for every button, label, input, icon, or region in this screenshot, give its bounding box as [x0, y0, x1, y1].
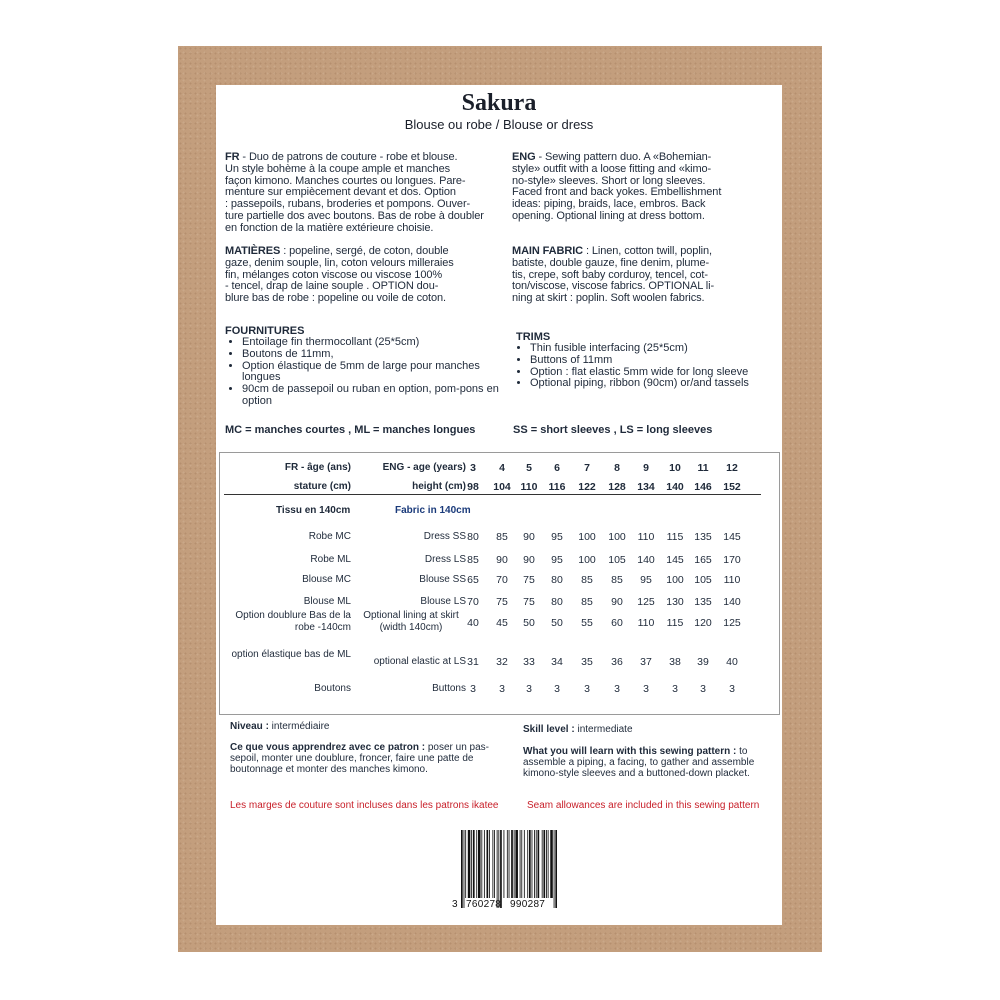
table-cell: 135 [694, 531, 712, 543]
table-cell: 70 [467, 596, 479, 608]
niveau-value: intermédiaire [268, 721, 330, 732]
barcode-bar [492, 830, 493, 898]
table-cell: 36 [611, 656, 623, 668]
table-cell: 3 [672, 683, 678, 695]
barcode-bar [464, 830, 465, 908]
barcode-bar [489, 830, 490, 898]
table-cell: 80 [467, 531, 479, 543]
fournitures-item: • 90cm de passepoil ou ruban en option, pom-pons en option [242, 384, 502, 408]
table-cell: 32 [496, 656, 508, 668]
fr-description-line: FR - Duo de patrons de couture - robe et blouse. [225, 151, 458, 163]
eng-fabric-line: tis, crepe, soft baby corduroy, tencel, cot- [512, 268, 708, 281]
table-cell: 37 [640, 656, 652, 668]
eng-fabric-line: ning at skirt : poplin. Soft woolen fabrics. [512, 292, 705, 305]
barcode-bar [511, 830, 513, 898]
age-cell: 4 [499, 462, 505, 474]
table-cell: 110 [637, 617, 655, 629]
table-cell: 75 [496, 596, 508, 608]
table-cell: 40 [726, 656, 738, 668]
fr-description [225, 152, 497, 235]
barcode-bar [509, 830, 510, 898]
age-cell: 11 [697, 462, 709, 474]
table-cell: 165 [694, 554, 712, 566]
abbreviations-fr: MC = manches courtes , ML = manches longues [225, 424, 476, 436]
eng-description-line: ENG - Sewing pattern duo. A «Bohemian- [512, 151, 712, 163]
eng-description-line: style» outfit with a loose fitting and «kimo- [512, 162, 712, 175]
barcode-bar [468, 830, 471, 898]
barcode-bar [534, 830, 535, 898]
age-cell: 9 [643, 462, 649, 474]
fournitures-item: • Boutons de 11mm, [242, 349, 502, 361]
table-cell: 80 [551, 596, 563, 608]
fr-description-line: : passepoils, rubans, broderies et pompons. Ouver- [225, 198, 471, 211]
table-cell: 85 [581, 596, 593, 608]
learn-en-label: What you will learn with this sewing pattern : [523, 746, 737, 757]
eng-fabric-line: ton/viscose, viscose fabrics. OPTIONAL li- [512, 280, 715, 293]
eng-description-line: Faced front and back yokes. Embellishment [512, 186, 722, 199]
barcode-digit-1: 3 [452, 899, 458, 910]
fournitures-list [225, 337, 502, 408]
age-cell: 6 [554, 462, 560, 474]
table-cell: 40 [467, 617, 479, 629]
table-cell: 45 [496, 617, 508, 629]
barcode-bar [520, 830, 521, 898]
fr-fabric-line: fin, mélanges coton viscose ou viscose 100% [225, 268, 443, 281]
barcode-bar [500, 830, 502, 908]
fournitures-item: • Option élastique de 5mm de large pour manches longues [242, 361, 502, 385]
table-cell: 65 [467, 574, 479, 586]
table-cell: 3 [554, 683, 560, 695]
height-cell: 98 [467, 481, 479, 493]
age-cell: 7 [584, 462, 590, 474]
table-cell: 55 [581, 617, 593, 629]
barcode-bar [461, 830, 463, 908]
table-cell: 75 [523, 596, 535, 608]
table-cell: 31 [467, 656, 479, 668]
fournitures-item: • Entoilage fin thermocollant (25*5cm) [242, 337, 502, 349]
barcode-bar [554, 830, 555, 908]
table-cell: 50 [551, 617, 563, 629]
table-cell: 3 [700, 683, 706, 695]
trims-item: • Thin fusible interfacing (25*5cm) [530, 343, 800, 355]
barcode-group-1: 760278 [466, 899, 502, 910]
barcode-bar [521, 830, 522, 898]
table-row-label-en: Optional lining at skirt (width 140cm) [363, 610, 459, 633]
table-cell: 100 [608, 531, 626, 543]
table-cell: 85 [581, 574, 593, 586]
eng-fabric-line: MAIN FABRIC : Linen, cotton twill, poplin, [512, 245, 712, 257]
table-cell: 140 [723, 596, 741, 608]
eng-fabric-line: batiste, double gauze, fine denim, plume- [512, 256, 710, 269]
table-cell: 90 [611, 596, 623, 608]
height-fr-label: stature (cm) [293, 481, 351, 492]
table-cell: 39 [697, 656, 709, 668]
table-cell: 100 [666, 574, 684, 586]
seam-allowance-en: Seam allowances are included in this sewing pattern [527, 800, 760, 811]
table-row-label-fr: Blouse MC [302, 574, 351, 585]
barcode-bar [476, 830, 477, 898]
table-cell: 70 [496, 574, 508, 586]
pattern-label-sheet [216, 85, 782, 925]
age-cell: 12 [726, 462, 738, 474]
table-cell: 95 [551, 531, 563, 543]
pattern-subtitle: Blouse ou robe / Blouse or dress [404, 117, 594, 132]
seam-allowance-fr: Les marges de couture sont incluses dans les patrons ikatee [230, 800, 499, 811]
height-cell: 122 [578, 481, 596, 493]
height-cell: 146 [694, 481, 712, 493]
trims-item: • Option : flat elastic 5mm wide for long sleeve [530, 367, 800, 379]
table-cell: 3 [470, 683, 476, 695]
table-cell: 80 [551, 574, 563, 586]
table-cell: 34 [551, 656, 563, 668]
table-cell: 100 [578, 531, 596, 543]
height-cell: 110 [520, 481, 538, 493]
fabric-width-fr: Tissu en 140cm [276, 505, 351, 516]
barcode-bar [542, 830, 543, 898]
barcode-bar [507, 830, 508, 898]
barcode-bar [471, 830, 472, 898]
table-cell: 3 [614, 683, 620, 695]
table-row-label-fr: Robe ML [310, 554, 351, 565]
barcode-bar [465, 830, 466, 898]
barcode-bar [498, 830, 499, 908]
table-row-label-en: Dress SS [423, 531, 466, 542]
table-row-label-fr: option élastique bas de ML [231, 649, 351, 660]
table-cell: 105 [694, 574, 712, 586]
table-row-label-fr: Blouse ML [303, 596, 351, 607]
fr-description-line: façon kimono. Manches courtes ou longues. Pare- [225, 174, 466, 187]
table-cell: 100 [578, 554, 596, 566]
barcode-bar [494, 830, 495, 898]
barcode-bar [484, 830, 485, 898]
age-cell: 3 [470, 462, 476, 474]
table-cell: 60 [611, 617, 623, 629]
table-cell: 50 [523, 617, 535, 629]
barcode-bar [543, 830, 545, 898]
table-cell: 35 [581, 656, 593, 668]
barcode-bar [487, 830, 489, 898]
fr-fabric-line: blure bas de robe : popeline ou voile de coton. [225, 292, 446, 305]
table-cell: 135 [694, 596, 712, 608]
trims-item: • Buttons of 11mm [530, 355, 800, 367]
table-cell: 90 [496, 554, 508, 566]
table-cell: 140 [637, 554, 655, 566]
table-row-label-en: optional elastic at LS [373, 656, 466, 667]
skill-label: Skill level : [523, 724, 575, 735]
learn-fr-label: Ce que vous apprendrez avec ce patron : [230, 742, 426, 753]
skill-value: intermediate [574, 724, 633, 735]
niveau-label: Niveau : [230, 721, 269, 732]
barcode-bar [478, 830, 481, 898]
table-cell: 115 [666, 531, 684, 543]
table-row-label-fr: Boutons [314, 683, 351, 694]
trims-item: • Optional piping, ribbon (90cm) or/and tassels [530, 378, 800, 390]
table-cell: 95 [640, 574, 652, 586]
table-cell: 145 [666, 554, 684, 566]
table-cell: 3 [499, 683, 505, 695]
table-cell: 130 [666, 596, 684, 608]
height-cell: 140 [666, 481, 684, 493]
fr-description-line: Un style bohème à la coupe ample et manches [225, 162, 450, 175]
barcode-bar [529, 830, 531, 898]
table-cell: 145 [723, 531, 741, 543]
table-cell: 3 [584, 683, 590, 695]
table-cell: 85 [496, 531, 508, 543]
fr-description-line: en fonction de la matière extérieure choisie. [225, 221, 434, 234]
table-row-label-en: Dress LS [424, 554, 466, 565]
table-cell: 85 [611, 574, 623, 586]
eng-description [512, 152, 766, 223]
fr-description-line: ture partielle dos avec boutons. Bas de robe à doubler [225, 209, 484, 222]
table-cell: 95 [551, 554, 563, 566]
trims-list [513, 343, 800, 390]
table-header-divider [224, 494, 761, 495]
eng-description-line: no-style» sleeves. Short or long sleeves. [512, 174, 706, 187]
barcode-bar [550, 830, 553, 898]
barcode-bar [536, 830, 537, 898]
barcode-bar [555, 830, 557, 908]
age-cell: 8 [614, 462, 620, 474]
eng-description-line: ideas: piping, braids, lace, embros. Back [512, 198, 706, 211]
table-cell: 3 [643, 683, 649, 695]
barcode-bar [504, 830, 505, 898]
age-cell: 10 [669, 462, 681, 474]
abbreviations-en: SS = short sleeves , LS = long sleeves [513, 424, 713, 436]
height-en-label: height (cm) [412, 481, 466, 492]
eng-fabric [512, 246, 766, 305]
trims-heading: TRIMS [516, 331, 551, 343]
fr-description-line: menture sur empiècement devant et dos. Option [225, 186, 456, 199]
barcode-icon [461, 830, 557, 908]
fabric-width-en: Fabric in 140cm [395, 505, 471, 516]
table-cell: 3 [526, 683, 532, 695]
fournitures-heading: FOURNITURES [225, 325, 305, 337]
barcode-bar [514, 830, 515, 898]
barcode-bar [497, 830, 498, 908]
table-cell: 38 [669, 656, 681, 668]
table-cell: 120 [694, 617, 712, 629]
table-row-label-fr: Robe MC [308, 531, 351, 542]
barcode-group-2: 990287 [510, 899, 546, 910]
barcode-bar [515, 830, 518, 898]
table-cell: 170 [723, 554, 741, 566]
table-cell: 125 [637, 596, 655, 608]
table-cell: 90 [523, 554, 535, 566]
table-row-label-en: Blouse SS [419, 574, 466, 585]
fr-fabric [225, 246, 497, 305]
barcode-bar [546, 830, 547, 898]
table-cell: 3 [729, 683, 735, 695]
table-row-label-en: Buttons [432, 683, 466, 694]
learn-en: What you will learn with this sewing pattern : to assemble a piping, a facing, to gather and assemble kimono-style sleeves and a buttoned-down placket. [523, 746, 755, 779]
height-cell: 104 [493, 481, 511, 493]
height-cell: 116 [548, 481, 566, 493]
age-fr-label: FR - âge (ans) [284, 462, 351, 473]
table-cell: 75 [523, 574, 535, 586]
age-en-label: ENG - age (years) [382, 462, 466, 473]
table-cell: 115 [666, 617, 684, 629]
barcode-bar [481, 830, 482, 898]
height-cell: 134 [637, 481, 655, 493]
table-row-label-fr: Option doublure Bas de la robe -140cm [235, 610, 351, 633]
eng-description-line: opening. Optional lining at dress bottom. [512, 209, 705, 222]
table-row-label-en: Blouse LS [420, 596, 466, 607]
skill-line [523, 724, 633, 735]
pattern-title: Sakura [461, 90, 537, 116]
table-cell: 90 [523, 531, 535, 543]
table-cell: 33 [523, 656, 535, 668]
barcode-bar [532, 830, 533, 898]
table-cell: 105 [608, 554, 626, 566]
barcode-bar [548, 830, 549, 898]
niveau-line [230, 721, 330, 732]
barcode-bar [527, 830, 528, 898]
height-cell: 152 [723, 481, 741, 493]
fr-fabric-line: gaze, denim souple, lin, coton velours milleraies [225, 256, 454, 269]
learn-fr: Ce que vous apprendrez avec ce patron : poser un pas- sepoil, monter une doublure, froncer, faire une patte de boutonnage et monter des manches kimono. [230, 742, 489, 775]
fr-fabric-line: - tencel, drap de laine souple . OPTION dou- [225, 280, 439, 293]
table-cell: 110 [637, 531, 655, 543]
barcode-bar [538, 830, 540, 898]
height-cell: 128 [608, 481, 626, 493]
age-cell: 5 [526, 462, 532, 474]
fr-fabric-line: MATIÈRES : popeline, sergé, de coton, double [225, 245, 449, 257]
table-cell: 85 [467, 554, 479, 566]
barcode-bar [524, 830, 525, 898]
barcode-bar [473, 830, 475, 898]
table-cell: 110 [723, 574, 741, 586]
table-cell: 125 [723, 617, 741, 629]
